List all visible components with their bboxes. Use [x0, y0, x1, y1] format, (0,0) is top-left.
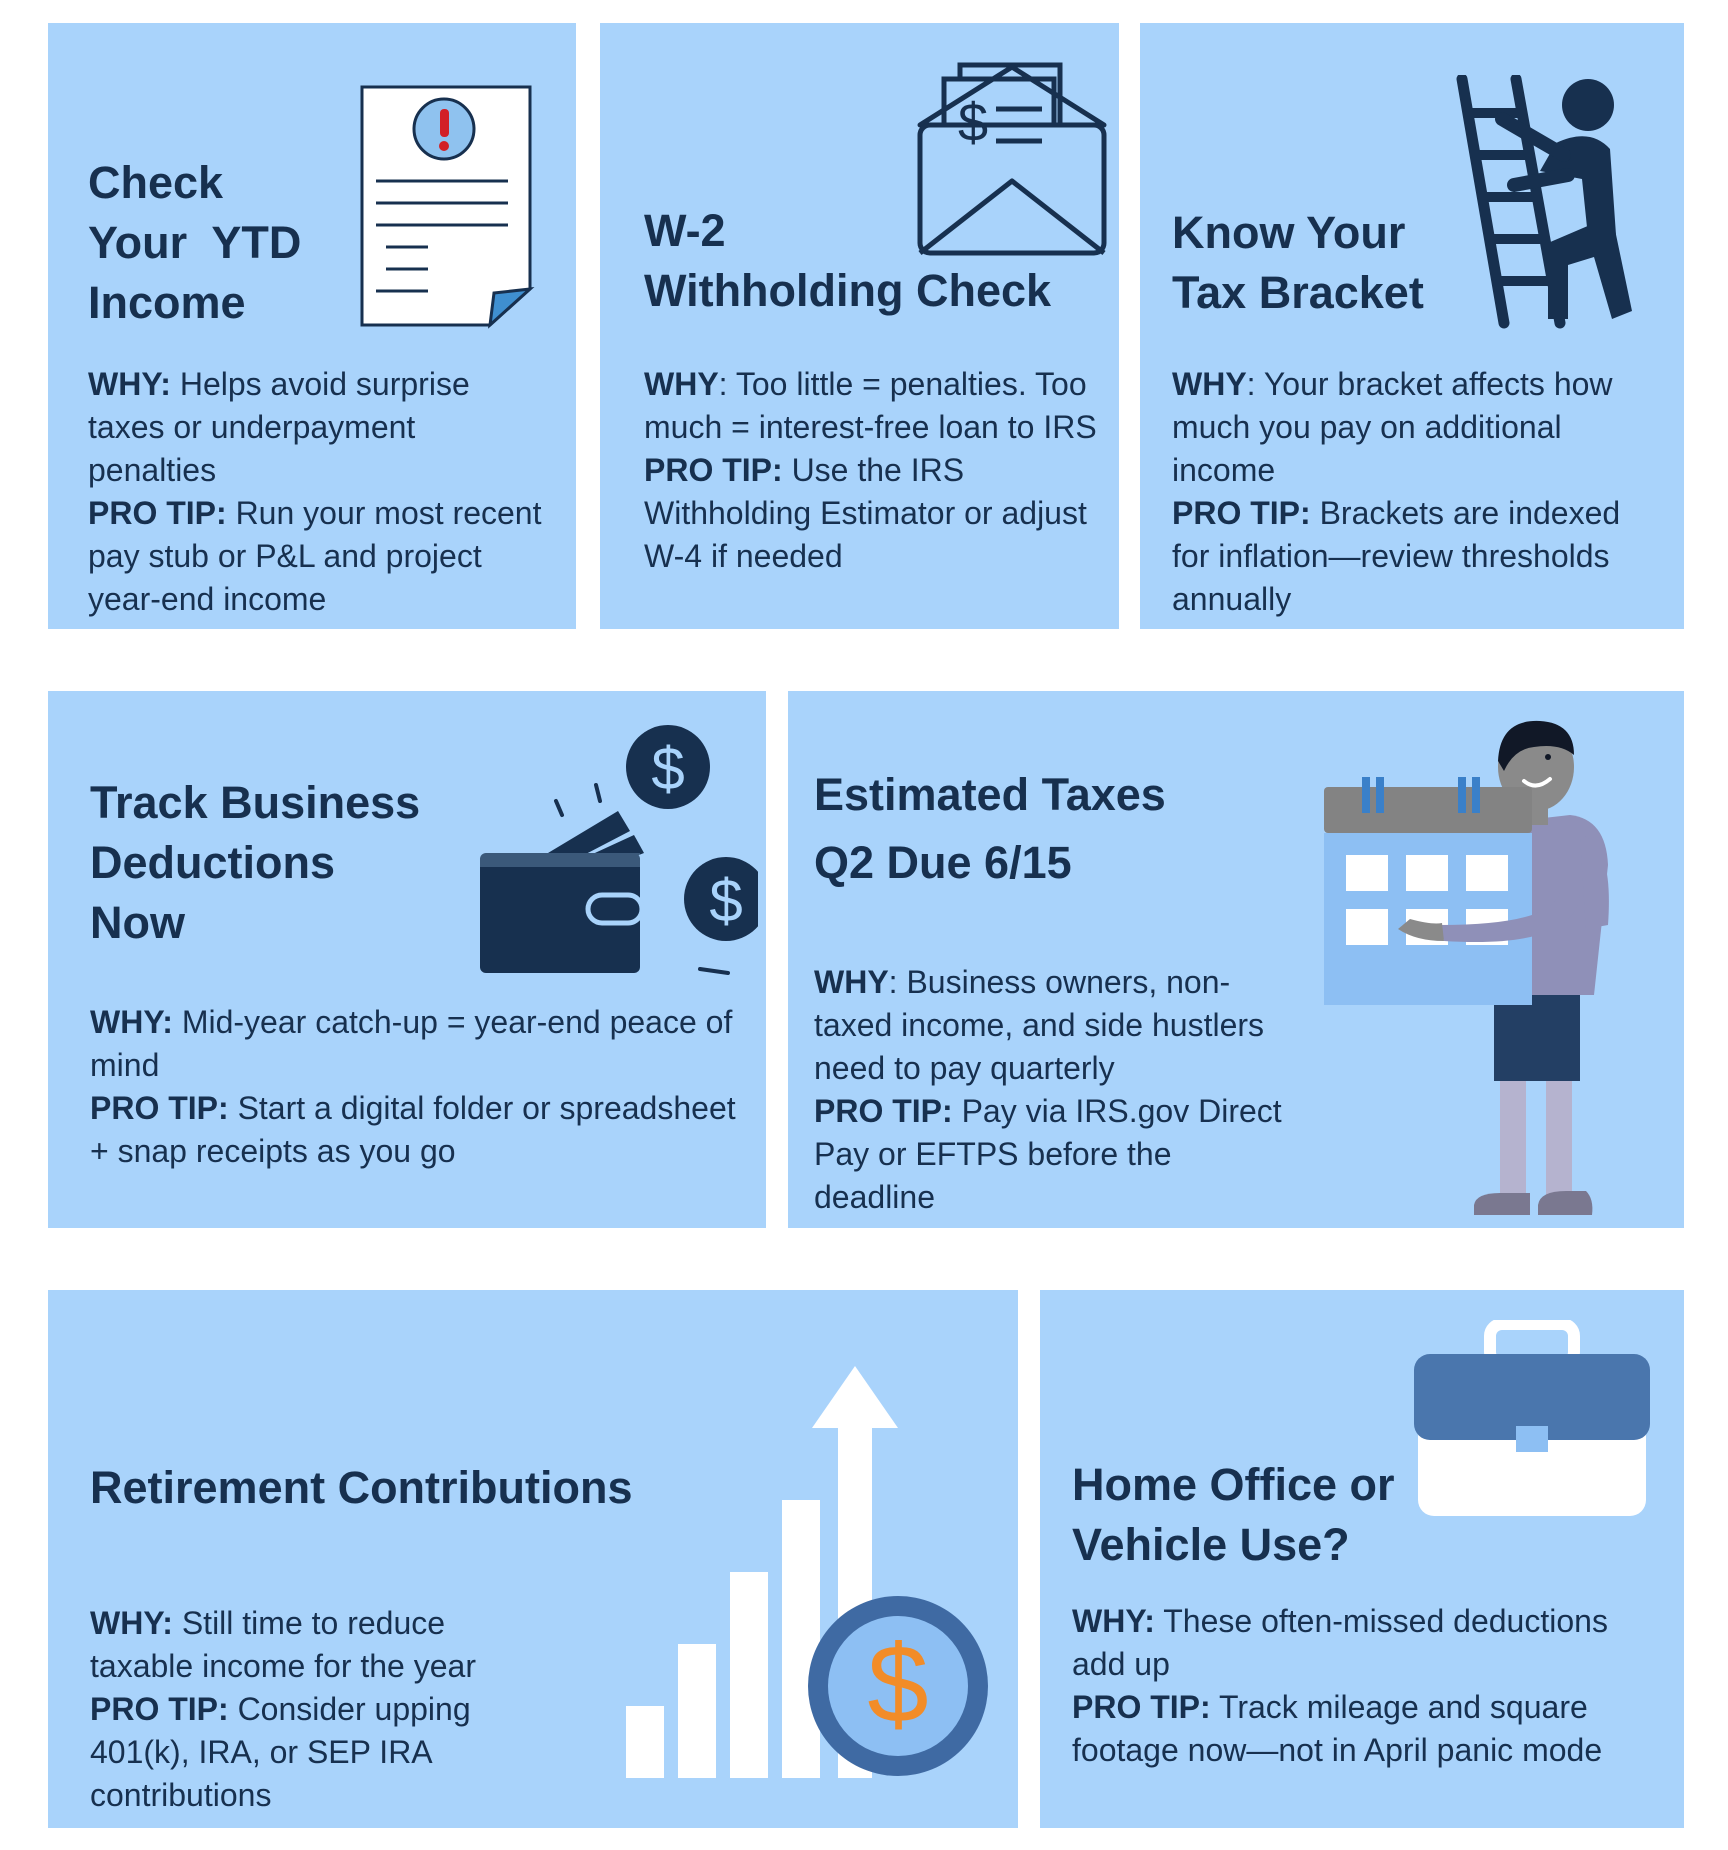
- pro-tip-line: PRO TIP: Consider upping 401(k), IRA, or SEP IRA contributions: [90, 1691, 471, 1813]
- card-body: [1072, 1600, 1662, 1772]
- card-title: Retirement Contributions: [90, 1462, 633, 1513]
- briefcase-icon: [1412, 1320, 1652, 1520]
- svg-text:$: $: [958, 93, 989, 153]
- ladder-climber-icon: [1456, 75, 1636, 335]
- svg-text:$: $: [709, 867, 743, 934]
- pro-tip-line: PRO TIP: Track mileage and square footage now—not in April panic mode: [1072, 1689, 1603, 1768]
- growth-chart-coin-icon: [626, 1366, 998, 1796]
- why-line: WHY: Business owners, non-taxed income, and side hustlers need to pay quarterly: [814, 964, 1265, 1086]
- card-body: [90, 1602, 510, 1817]
- person-calendar-icon: [1324, 715, 1644, 1225]
- card-w2-withholding: [600, 23, 1119, 629]
- svg-text:$: $: [867, 1623, 929, 1746]
- card-home-office-vehicle: [1040, 1290, 1684, 1828]
- pro-tip-line: PRO TIP: Run your most recent pay stub or P&L and project year-end income: [88, 495, 542, 617]
- card-check-ytd-income: [48, 23, 576, 629]
- card-know-tax-bracket: [1140, 23, 1684, 629]
- pro-tip-line: PRO TIP: Use the IRS Withholding Estimator or adjust W-4 if needed: [644, 452, 1087, 574]
- why-line: WHY: Your bracket affects how much you pay on additional income: [1172, 366, 1613, 488]
- why-line: WHY: Mid-year catch-up = year-end peace of mind: [90, 1004, 733, 1083]
- card-title: Estimated Taxes Q2 Due 6/15: [814, 769, 1166, 888]
- card-title: Check Your YTD Income: [88, 157, 302, 328]
- card-body: [90, 1001, 740, 1173]
- card-title: Track Business Deductions Now: [90, 777, 421, 948]
- card-body: [1172, 363, 1662, 621]
- card-title: Know Your Tax Bracket: [1172, 207, 1424, 318]
- card-retirement-contributions: [48, 1290, 1018, 1828]
- svg-text:$: $: [651, 735, 685, 802]
- why-line: WHY: These often-missed deductions add up: [1072, 1603, 1608, 1682]
- why-line: WHY: Helps avoid surprise taxes or underpayment penalties: [88, 366, 470, 488]
- pro-tip-line: PRO TIP: Pay via IRS.gov Direct Pay or EFTPS before the deadline: [814, 1093, 1282, 1215]
- card-title: W-2 Withholding Check: [644, 205, 1052, 316]
- card-body: [88, 363, 548, 621]
- envelope-dollar-icon: [916, 43, 1108, 283]
- card-estimated-taxes: [788, 691, 1684, 1228]
- card-body: [814, 961, 1284, 1219]
- card-body: [644, 363, 1109, 578]
- why-line: WHY: Still time to reduce taxable income for the year: [90, 1605, 476, 1684]
- card-track-business-deductions: [48, 691, 766, 1228]
- pro-tip-line: PRO TIP: Brackets are indexed for inflation—review thresholds annually: [1172, 495, 1621, 617]
- why-line: WHY: Too little = penalties. Too much = interest-free loan to IRS: [644, 366, 1097, 445]
- pro-tip-line: PRO TIP: Start a digital folder or spreadsheet + snap receipts as you go: [90, 1090, 736, 1169]
- card-title: Home Office or Vehicle Use?: [1072, 1459, 1395, 1570]
- wallet-coins-icon: [468, 715, 758, 985]
- document-alert-icon: [358, 83, 538, 333]
